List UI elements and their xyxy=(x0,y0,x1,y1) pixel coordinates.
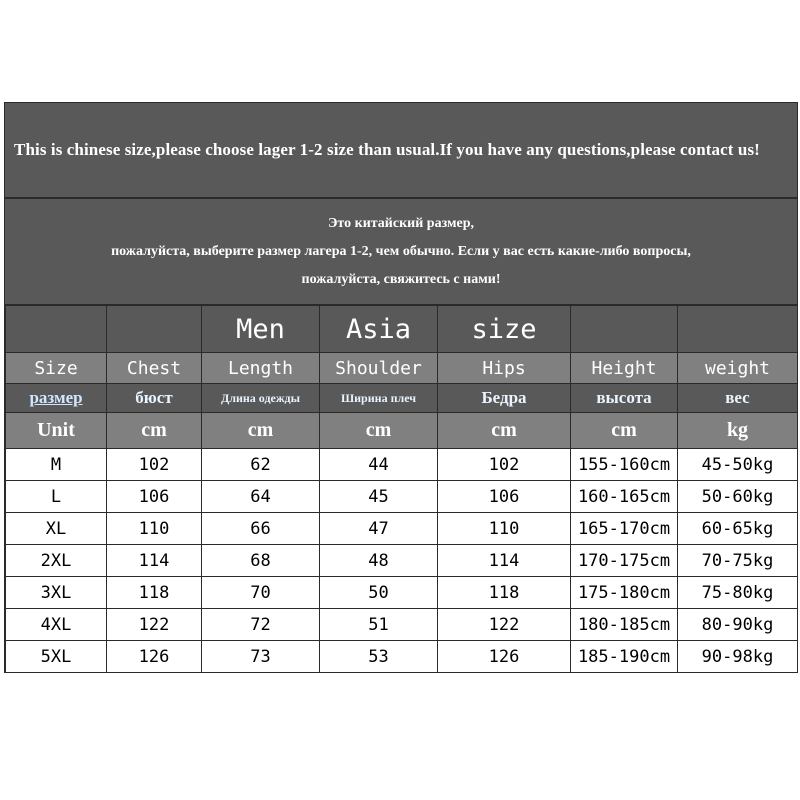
table-cell: 106 xyxy=(438,481,571,513)
table-cell: 185-190cm xyxy=(571,641,678,673)
table-cell: 110 xyxy=(438,513,571,545)
unit-cell: kg xyxy=(678,413,798,449)
title-cell xyxy=(678,306,798,353)
table-cell: 118 xyxy=(107,577,202,609)
size-rows xyxy=(6,449,798,673)
table-cell: 102 xyxy=(438,449,571,481)
table-cell: 122 xyxy=(107,609,202,641)
title-cell: size xyxy=(438,306,571,353)
table-cell: 50-60kg xyxy=(678,481,798,513)
table-cell: 45 xyxy=(320,481,438,513)
table-cell: 68 xyxy=(202,545,320,577)
russian-notice xyxy=(5,199,797,305)
table-cell: 122 xyxy=(438,609,571,641)
title-cell: Men xyxy=(202,306,320,353)
header-cell: Shoulder xyxy=(320,353,438,384)
header-ru-cell: Длина одежды xyxy=(202,384,320,413)
unit-cell: cm xyxy=(571,413,678,449)
header-cell: Chest xyxy=(107,353,202,384)
russian-notice-line: пожалуйста, свяжитесь с нами! xyxy=(301,271,501,287)
table-cell: 48 xyxy=(320,545,438,577)
table-row xyxy=(6,609,798,641)
table-cell: 3XL xyxy=(6,577,107,609)
table-cell: 114 xyxy=(107,545,202,577)
russian-notice-line: Это китайский размер, xyxy=(327,215,475,231)
table-cell: 180-185cm xyxy=(571,609,678,641)
table-cell: 155-160cm xyxy=(571,449,678,481)
table-cell: 165-170cm xyxy=(571,513,678,545)
unit-cell: cm xyxy=(107,413,202,449)
table-cell: 80-90kg xyxy=(678,609,798,641)
unit-cell: Unit xyxy=(6,413,107,449)
table-cell: 70-75kg xyxy=(678,545,798,577)
header-cell: weight xyxy=(678,353,798,384)
table-cell: 106 xyxy=(107,481,202,513)
table-cell: 66 xyxy=(202,513,320,545)
table-cell: 4XL xyxy=(6,609,107,641)
table-cell: M xyxy=(6,449,107,481)
title-cell: Asia xyxy=(320,306,438,353)
table-cell: 45-50kg xyxy=(678,449,798,481)
table-cell: 47 xyxy=(320,513,438,545)
english-notice-text: This is chinese size,please choose lager 1-2 size than usual.If you have any questions,please contact us! xyxy=(14,140,760,159)
table-cell: 5XL xyxy=(6,641,107,673)
header-ru-cell: Бедра xyxy=(438,384,571,413)
header-ru-cell: размер xyxy=(6,384,107,413)
table-row xyxy=(6,481,798,513)
header-row xyxy=(6,353,798,384)
table-cell: 64 xyxy=(202,481,320,513)
unit-cell: cm xyxy=(202,413,320,449)
table-row xyxy=(6,641,798,673)
table-cell: 170-175cm xyxy=(571,545,678,577)
unit-cell: cm xyxy=(438,413,571,449)
table-cell: 60-65kg xyxy=(678,513,798,545)
table-cell: L xyxy=(6,481,107,513)
table-cell: 73 xyxy=(202,641,320,673)
table-cell: XL xyxy=(6,513,107,545)
table-cell: 175-180cm xyxy=(571,577,678,609)
table-cell: 75-80kg xyxy=(678,577,798,609)
size-table xyxy=(5,305,798,673)
header-ru-cell: бюст xyxy=(107,384,202,413)
header-cell: Height xyxy=(571,353,678,384)
table-cell: 110 xyxy=(107,513,202,545)
table-row xyxy=(6,513,798,545)
title-cell xyxy=(107,306,202,353)
table-row xyxy=(6,577,798,609)
table-cell: 53 xyxy=(320,641,438,673)
header-ru-cell: высота xyxy=(571,384,678,413)
table-cell: 160-165cm xyxy=(571,481,678,513)
table-cell: 90-98kg xyxy=(678,641,798,673)
table-cell: 44 xyxy=(320,449,438,481)
table-cell: 70 xyxy=(202,577,320,609)
unit-cell: cm xyxy=(320,413,438,449)
title-cell xyxy=(6,306,107,353)
table-cell: 126 xyxy=(107,641,202,673)
table-cell: 118 xyxy=(438,577,571,609)
table-cell: 126 xyxy=(438,641,571,673)
unit-row xyxy=(6,413,798,449)
header-cell: Size xyxy=(6,353,107,384)
header-cell: Length xyxy=(202,353,320,384)
table-cell: 50 xyxy=(320,577,438,609)
header-ru-row xyxy=(6,384,798,413)
table-cell: 51 xyxy=(320,609,438,641)
size-chart xyxy=(4,102,798,673)
table-cell: 72 xyxy=(202,609,320,641)
russian-notice-line: пожалуйста, выберите размер лагера 1-2, чем обычно. Если у вас есть какие-либо вопросы, xyxy=(111,243,691,259)
english-notice xyxy=(5,102,797,199)
table-title-row xyxy=(6,306,798,353)
table-cell: 62 xyxy=(202,449,320,481)
title-cell xyxy=(571,306,678,353)
header-cell: Hips xyxy=(438,353,571,384)
table-cell: 114 xyxy=(438,545,571,577)
table-cell: 2XL xyxy=(6,545,107,577)
table-cell: 102 xyxy=(107,449,202,481)
table-row xyxy=(6,545,798,577)
header-ru-cell: Ширина плеч xyxy=(320,384,438,413)
header-ru-cell: вес xyxy=(678,384,798,413)
table-row xyxy=(6,449,798,481)
